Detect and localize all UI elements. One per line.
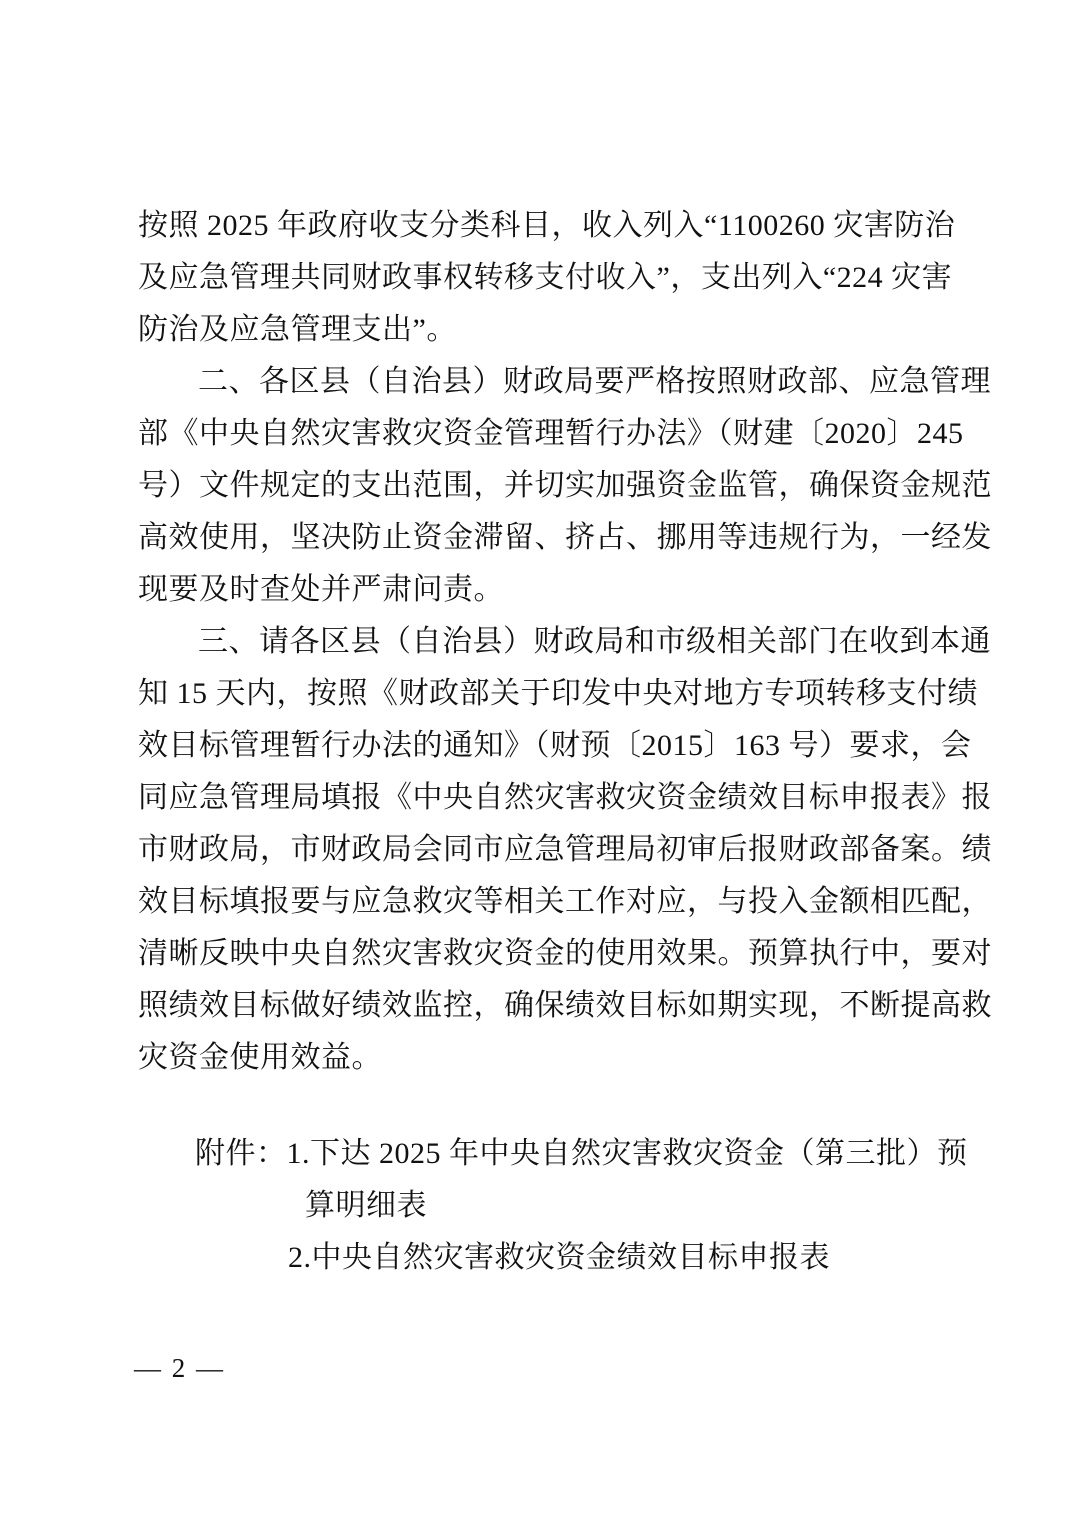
body-line: 号）文件规定的支出范围，并切实加强资金监管，确保资金规范 [138, 469, 992, 502]
attachment-1-text: 1.下达 2025 年中央自然灾害救灾资金（第三批）预 [286, 1137, 968, 1170]
body-line: 知 15 天内，按照《财政部关于印发中央对地方专项转移支付绩 [138, 677, 978, 710]
attachment-item-2: 2.中央自然灾害救灾资金绩效目标申报表 [288, 1241, 830, 1274]
body-line: 部《中央自然灾害救灾资金管理暂行办法》（财建〔2020〕245 [138, 417, 964, 450]
attachments-block [138, 1128, 968, 1284]
body-line: 防治及应急管理支出”。 [138, 313, 457, 346]
body-line: 效目标管理暂行办法的通知》（财预〔2015〕163 号）要求，会 [138, 729, 972, 762]
body-line: 同应急管理局填报《中央自然灾害救灾资金绩效目标申报表》报 [138, 781, 992, 814]
attachment-item-1 [138, 1128, 968, 1180]
body-line: 市财政局，市财政局会同市应急管理局初审后报财政部备案。绩 [138, 833, 992, 866]
body-line: 现要及时查处并严肃问责。 [138, 573, 504, 606]
body-line: 灾资金使用效益。 [138, 1041, 382, 1074]
body-line: 按照 2025 年政府收支分类科目，收入列入“1100260 灾害防治 [138, 209, 956, 242]
body-line: 三、请各区县（自治县）财政局和市级相关部门在收到本通 [198, 625, 991, 658]
attachment-1-continuation: 算明细表 [305, 1189, 427, 1222]
body-line: 及应急管理共同财政事权转移支付收入”，支出列入“224 灾害 [138, 261, 953, 294]
page-number: — 2 — [134, 1353, 225, 1383]
attachments-label: 附件： [195, 1137, 287, 1170]
document-body [138, 200, 992, 1284]
body-line: 清晰反映中央自然灾害救灾资金的使用效果。预算执行中，要对 [138, 937, 992, 970]
body-line: 照绩效目标做好绩效监控，确保绩效目标如期实现，不断提高救 [138, 989, 992, 1022]
body-line: 效目标填报要与应急救灾等相关工作对应，与投入金额相匹配， [138, 885, 992, 918]
body-line: 二、各区县（自治县）财政局要严格按照财政部、应急管理 [198, 365, 991, 398]
body-line: 高效使用，坚决防止资金滞留、挤占、挪用等违规行为，一经发 [138, 521, 992, 554]
